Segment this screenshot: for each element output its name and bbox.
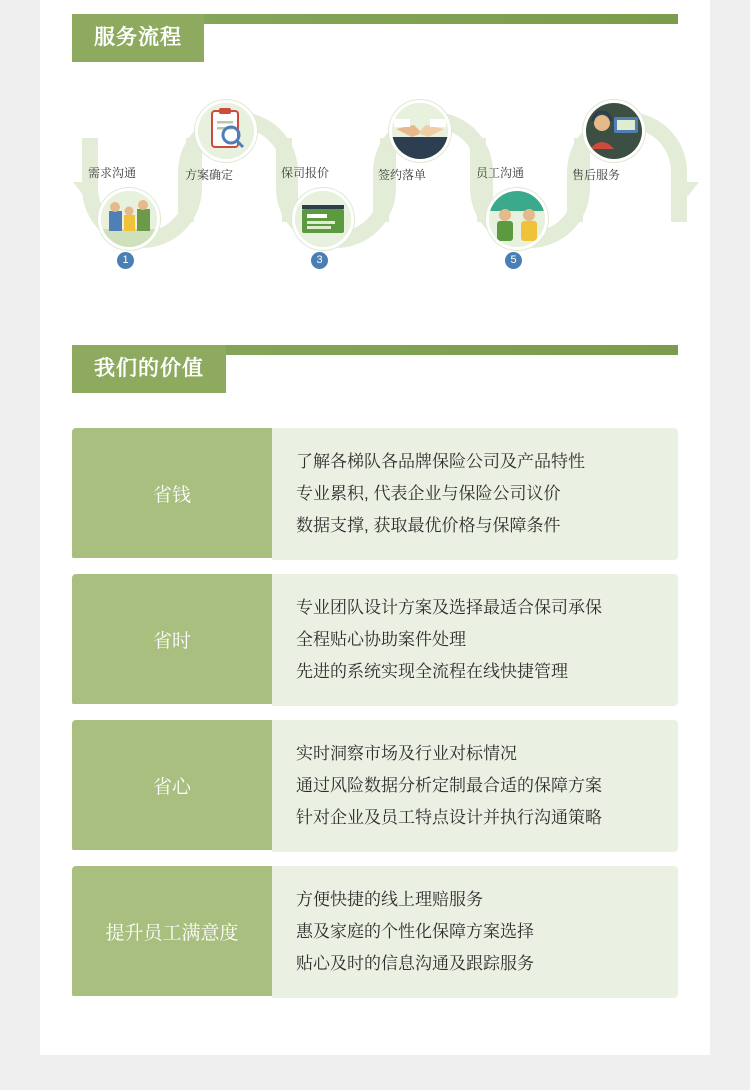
flow-diagram — [40, 60, 710, 280]
value-row — [72, 720, 678, 852]
value-line: 数据支撑, 获取最优价格与保障条件 — [296, 516, 561, 535]
value-line: 全程贴心协助案件处理 — [296, 630, 466, 649]
content-card — [40, 0, 710, 1055]
value-line: 专业团队设计方案及选择最适合保司承保 — [296, 598, 602, 617]
flow-node-5 — [486, 188, 548, 250]
clipboard-search-icon — [198, 103, 254, 159]
value-key: 省钱 — [72, 428, 272, 558]
value-line: 针对企业及员工特点设计并执行沟通策略 — [296, 808, 602, 827]
value-line: 先进的系统实现全流程在线快捷管理 — [296, 662, 568, 681]
people-group-icon — [101, 191, 157, 247]
flow-label-2: 方案确定 — [185, 168, 234, 182]
flow-badge-1: 1 — [117, 252, 134, 269]
value-line: 了解各梯队各品牌保险公司及产品特性 — [296, 452, 585, 471]
value-line: 惠及家庭的个性化保障方案选择 — [296, 922, 534, 941]
value-line: 专业累积, 代表企业与保险公司议价 — [296, 484, 561, 503]
two-people-icon — [489, 191, 545, 247]
flow-arrow-end — [677, 182, 699, 196]
document-card-icon — [295, 191, 351, 247]
flow-badge-5: 5 — [505, 252, 522, 269]
value-row — [72, 428, 678, 560]
value-body — [272, 428, 678, 560]
value-line: 方便快捷的线上理赔服务 — [296, 890, 483, 909]
flow-node-3 — [292, 188, 354, 250]
value-key: 提升员工满意度 — [72, 866, 272, 996]
our-value-section — [72, 345, 678, 380]
flow-label-1: 需求沟通 — [88, 166, 137, 180]
value-body — [272, 720, 678, 852]
handshake-icon — [392, 103, 448, 159]
section-title-values: 我们的价值 — [72, 345, 226, 393]
value-line: 贴心及时的信息沟通及跟踪服务 — [296, 954, 534, 973]
flow-label-3: 保司报价 — [281, 166, 330, 180]
value-row — [72, 866, 678, 998]
flow-label-4: 签约落单 — [378, 168, 427, 182]
value-row — [72, 574, 678, 706]
value-list — [72, 428, 678, 1012]
value-body — [272, 866, 678, 998]
flow-label-6: 售后服务 — [572, 168, 621, 182]
value-line: 通过风险数据分析定制最合适的保障方案 — [296, 776, 602, 795]
flow-arrow-start — [73, 182, 95, 196]
flow-node-6 — [583, 100, 645, 162]
value-body — [272, 574, 678, 706]
value-line: 实时洞察市场及行业对标情况 — [296, 744, 517, 763]
flow-node-4 — [389, 100, 451, 162]
value-key: 省心 — [72, 720, 272, 850]
flow-badge-3: 3 — [311, 252, 328, 269]
flow-label-5: 员工沟通 — [476, 166, 525, 180]
section-title-flow: 服务流程 — [72, 14, 204, 62]
flow-node-1 — [98, 188, 160, 250]
headset-agent-icon — [586, 103, 642, 159]
flow-node-2 — [195, 100, 257, 162]
value-key: 省时 — [72, 574, 272, 704]
service-flow-section — [72, 14, 678, 49]
